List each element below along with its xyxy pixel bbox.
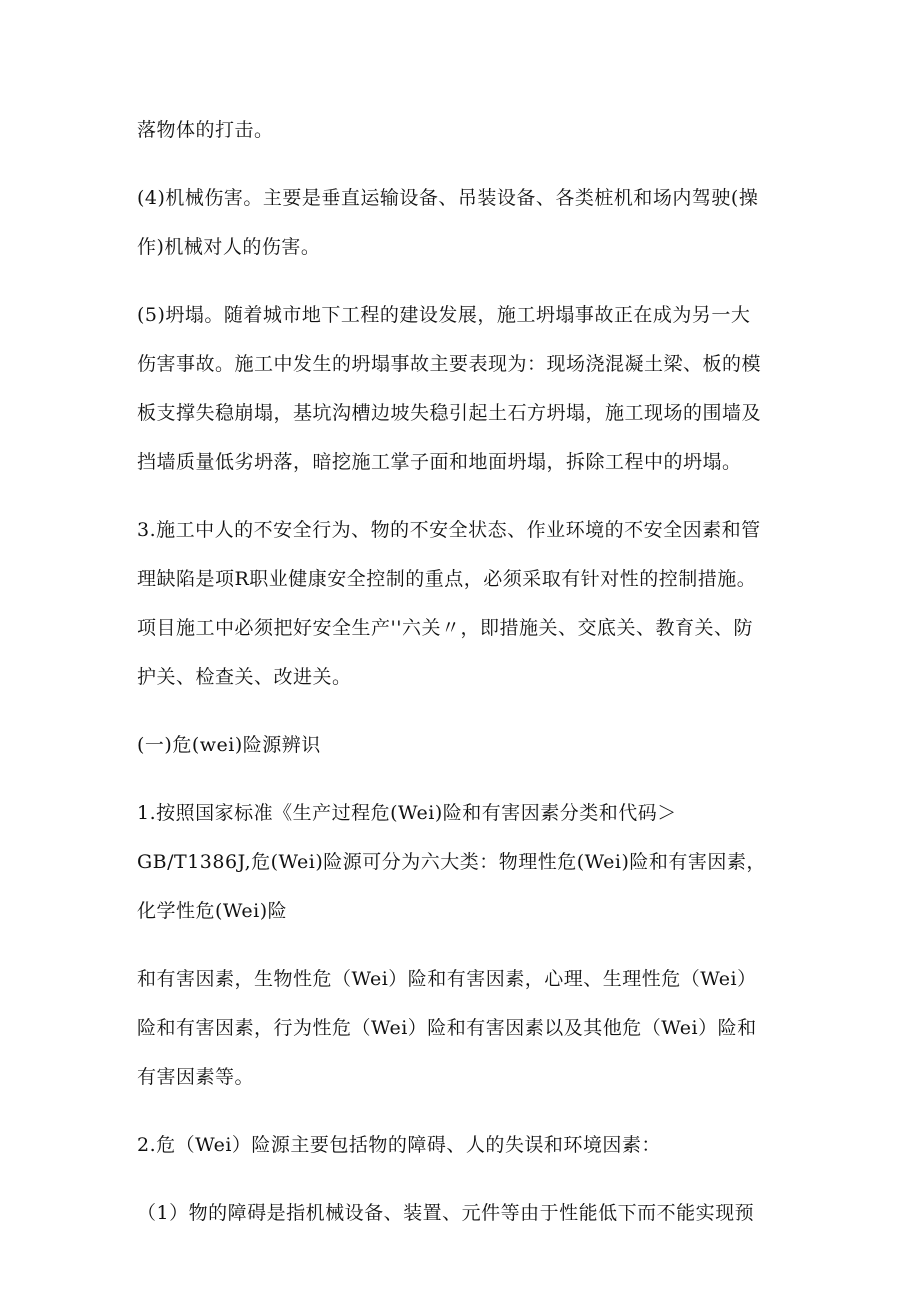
text-line: 化学性危(Wei)险 bbox=[137, 900, 288, 922]
text-line: 3.施工中人的不安全行为、物的不安全状态、作业环境的不安全因素和管 bbox=[137, 519, 761, 541]
text-line: (5)坍塌。随着城市地下工程的建设发展，施工坍塌事故正在成为另一大 bbox=[137, 304, 751, 326]
text-line: 项目施工中必须把好安全生产''六关〃，即措施关、交底关、教育关、防 bbox=[137, 617, 753, 639]
text-line: 1.按照国家标准《生产过程危(Wei)险和有害因素分类和代码＞ bbox=[137, 802, 677, 824]
text-line: 有害因素等。 bbox=[137, 1066, 255, 1088]
text-line: 理缺陷是项R职业健康安全控制的重点，必须采取有针对性的控制措施。 bbox=[137, 568, 757, 590]
text-line: （1）物的障碍是指机械设备、装置、元件等由于性能低下而不能实现预 bbox=[137, 1202, 755, 1224]
text-line: 伤害事故。施工中发生的坍塌事故主要表现为：现场浇混凝土梁、板的模 bbox=[137, 353, 762, 375]
text-line: 险和有害因素，行为性危（Wei）险和有害因素以及其他危（Wei）险和 bbox=[137, 1017, 757, 1039]
text-line: (4)机械伤害。主要是垂直运输设备、吊装设备、各类桩机和场内驾驶(操 bbox=[137, 187, 759, 209]
text-line: 和有害因素，生物性危（Wei）险和有害因素，心理、生理性危（Wei） bbox=[137, 968, 757, 990]
text-line: 落物体的打击。 bbox=[137, 119, 274, 141]
text-line: 作)机械对人的伤害。 bbox=[137, 236, 321, 258]
text-line: 板支撑失稳崩塌，基坑沟槽边坡失稳引起土石方坍塌，施工现场的围墙及 bbox=[137, 402, 762, 424]
text-line: 护关、检查关、改进关。 bbox=[137, 666, 352, 688]
text-line: 挡墙质量低劣坍落，暗挖施工掌子面和地面坍塌，拆除工程中的坍塌。 bbox=[137, 451, 742, 473]
text-line: GB/T1386J,危(Wei)险源可分为六大类：物理性危(Wei)险和有害因素， bbox=[137, 851, 766, 873]
section-heading: (一)危(wei)险源辨识 bbox=[137, 734, 321, 756]
text-line: 2.危（Wei）险源主要包括物的障碍、人的失误和环境因素： bbox=[137, 1134, 661, 1156]
